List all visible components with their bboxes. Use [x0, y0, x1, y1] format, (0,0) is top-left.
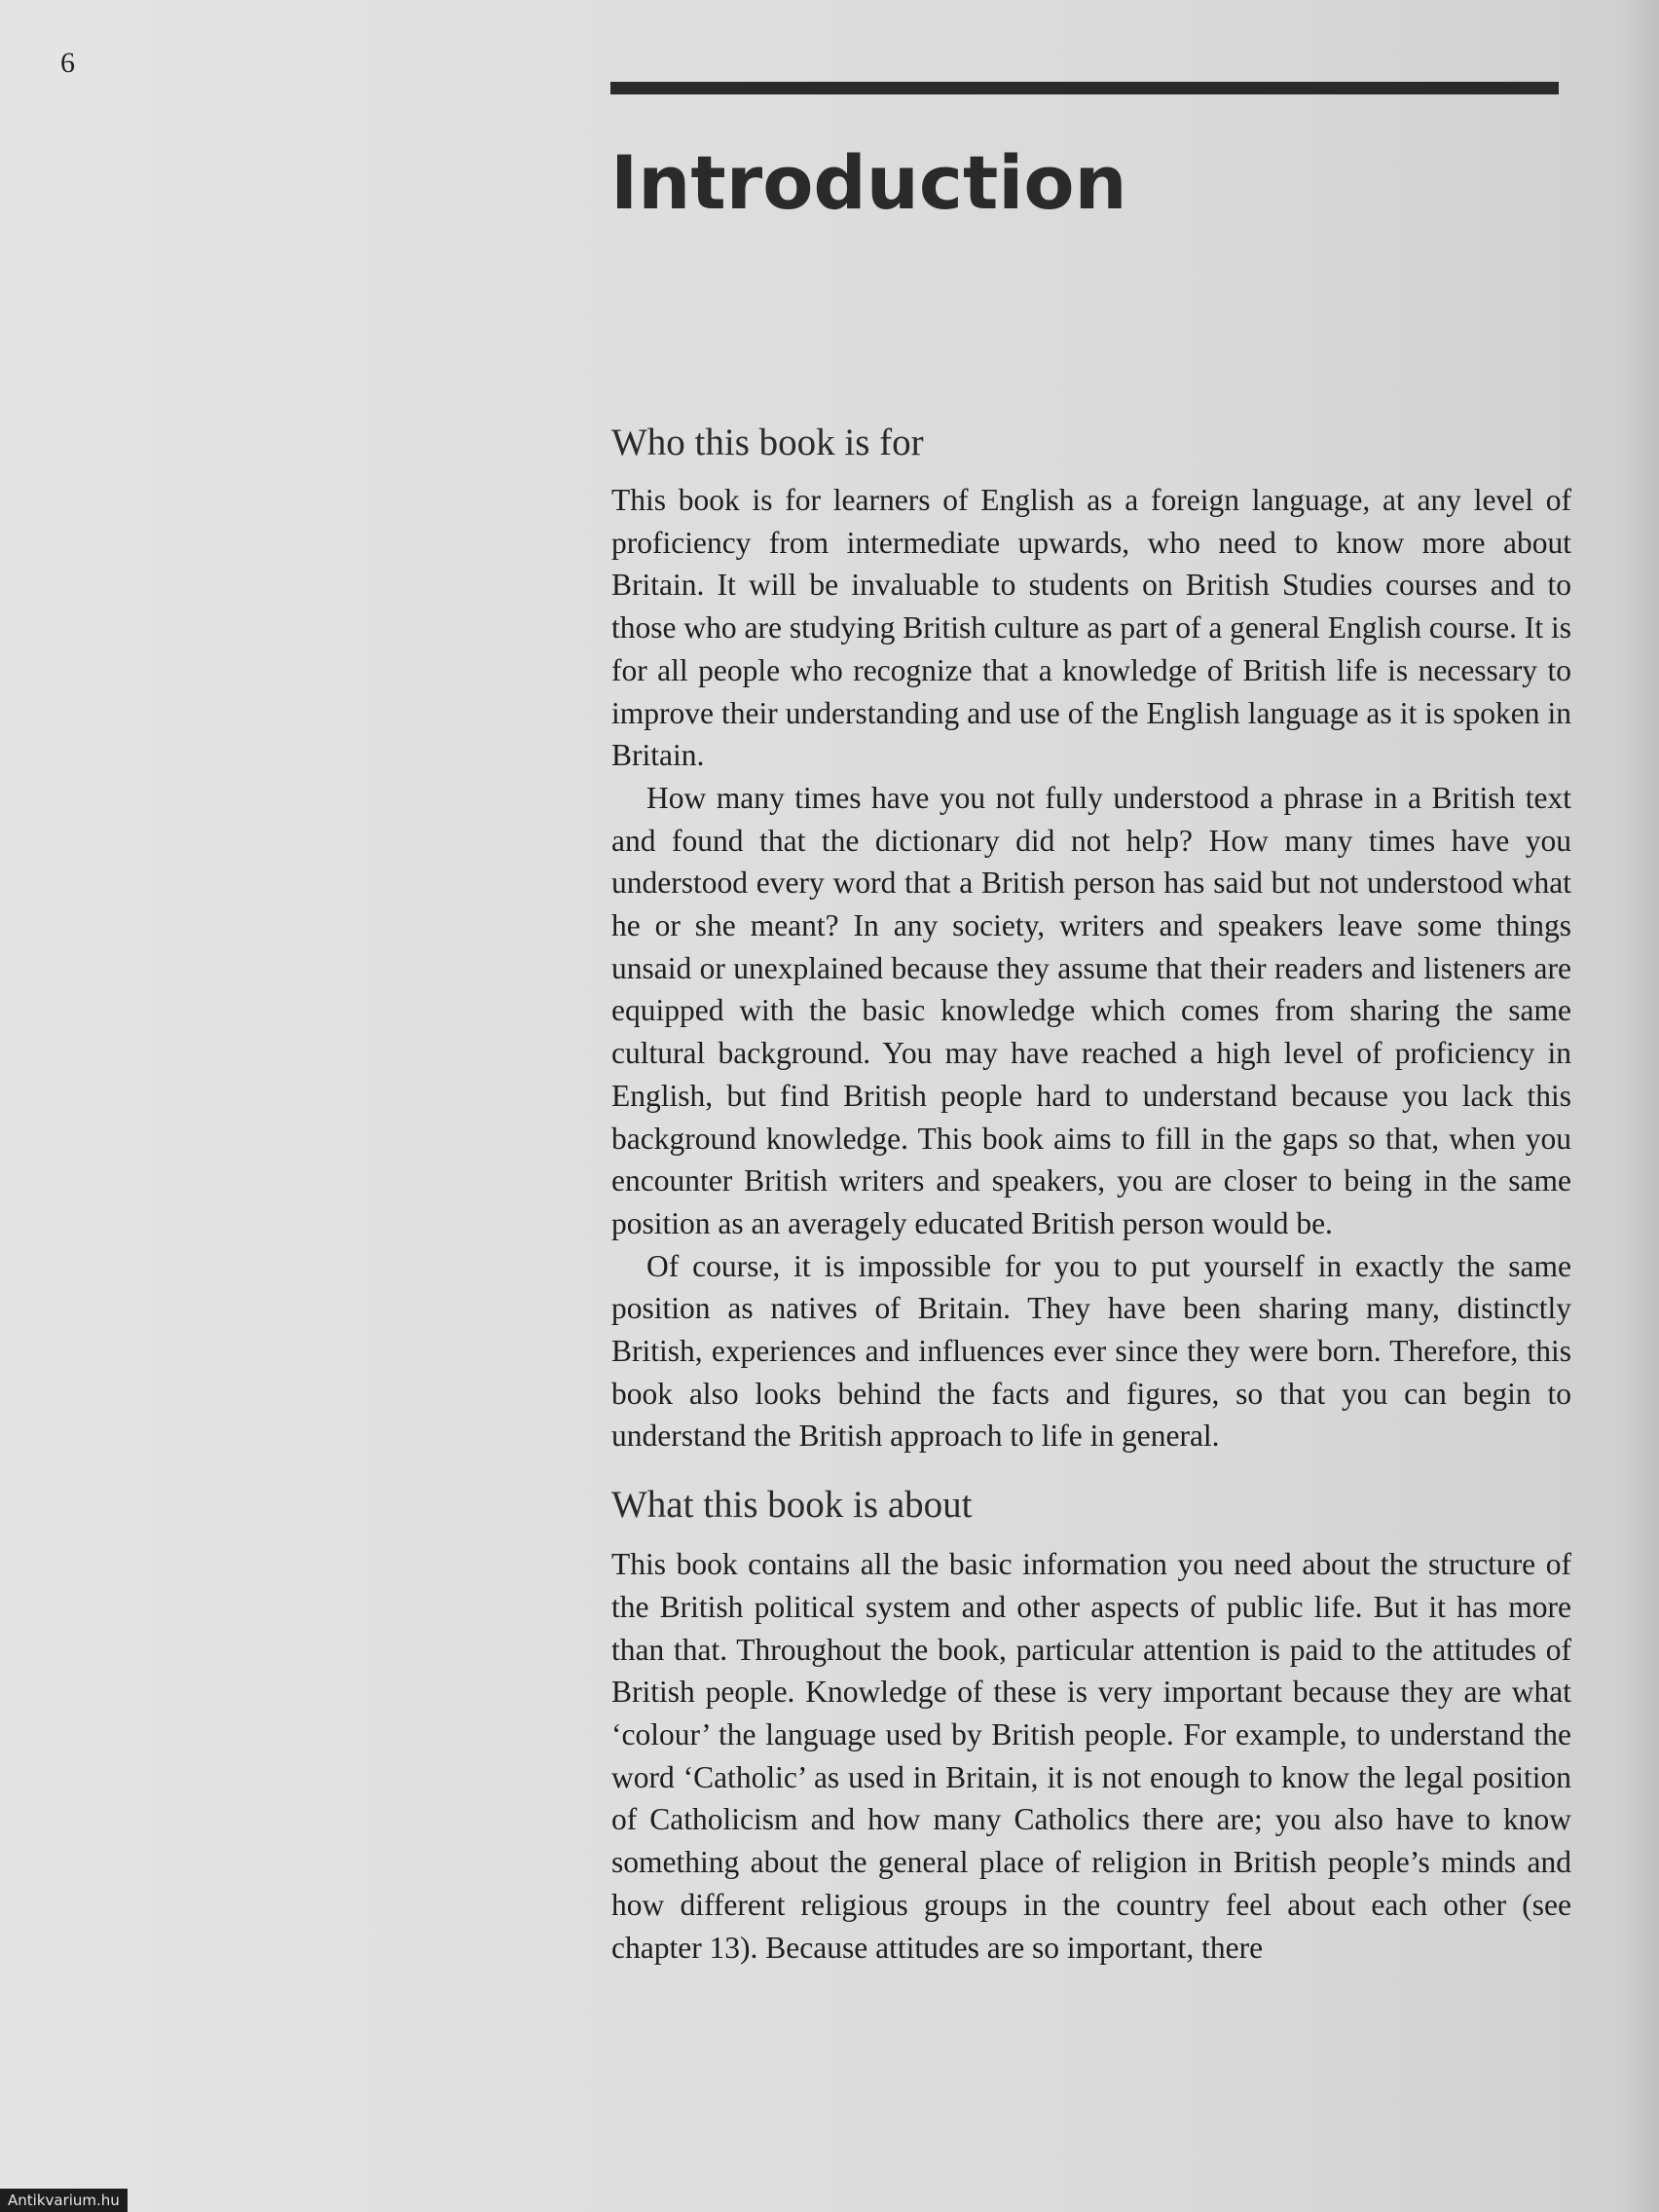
section-heading-who: Who this book is for — [611, 422, 924, 463]
spine-shadow — [1620, 0, 1659, 2212]
watermark-logo: Antikvarium.hu — [0, 2189, 128, 2212]
chapter-rule — [610, 82, 1559, 94]
paragraph: This book is for learners of English as a foreign language, at any level of proficiency from intermediate upwards, who need to know more about Britain. It will be invaluable to students on British Studies courses and to those who are studying British culture as part of a general English course. It is for all people who recognize that a knowledge of British life is necessary to improve their understanding and use of the English language as it is spoken in Britain. — [611, 483, 1571, 773]
paragraph: This book contains all the basic information you need about the structure of the British political system and other aspects of public life. But it has more than that. Throughout the book, particular attention is paid to the attitudes of British people. Knowledge of these is very important because they are what ‘colour’ the language used by British people. For example, to understand the word ‘Catholic’ as used in Britain, it is not enough to know the legal position of Catholicism and how many Catholics there are; you also have to know something about the general place of religion in British people’s minds and how different religious groups in the country feel about each other (see chapter 13). Because attitudes are so important, there — [611, 1547, 1571, 1965]
body-text — [611, 419, 1571, 1969]
page-number: 6 — [60, 47, 75, 79]
paragraph: Of course, it is impossible for you to put yourself in exactly the same position as natives of Britain. They have been sharing many, distinctly British, experiences and influences ever since they were born. Therefore, this book also looks behind the facts and figures, so that you can begin to understand the British approach to life in general. — [611, 1248, 1571, 1454]
paragraph: How many times have you not fully understood a phrase in a British text and found that the dictionary did not help? How many times have you understood every word that a British person has said but not understood what he or she meant? In any society, writers and speakers leave some things unsaid or unexplained because they assume that their readers and listeners are equipped with the basic knowledge which comes from sharing the same cultural background. You may have reached a high level of proficiency in English, but find British people hard to understand because you lack this background knowledge. This book aims to fill in the gaps so that, when you encounter British writers and speakers, you are closer to being in the same position as an averagely educated British person would be. — [611, 780, 1571, 1240]
section-heading-what: What this book is about — [611, 1484, 973, 1527]
chapter-title: Introduction — [610, 139, 1127, 226]
